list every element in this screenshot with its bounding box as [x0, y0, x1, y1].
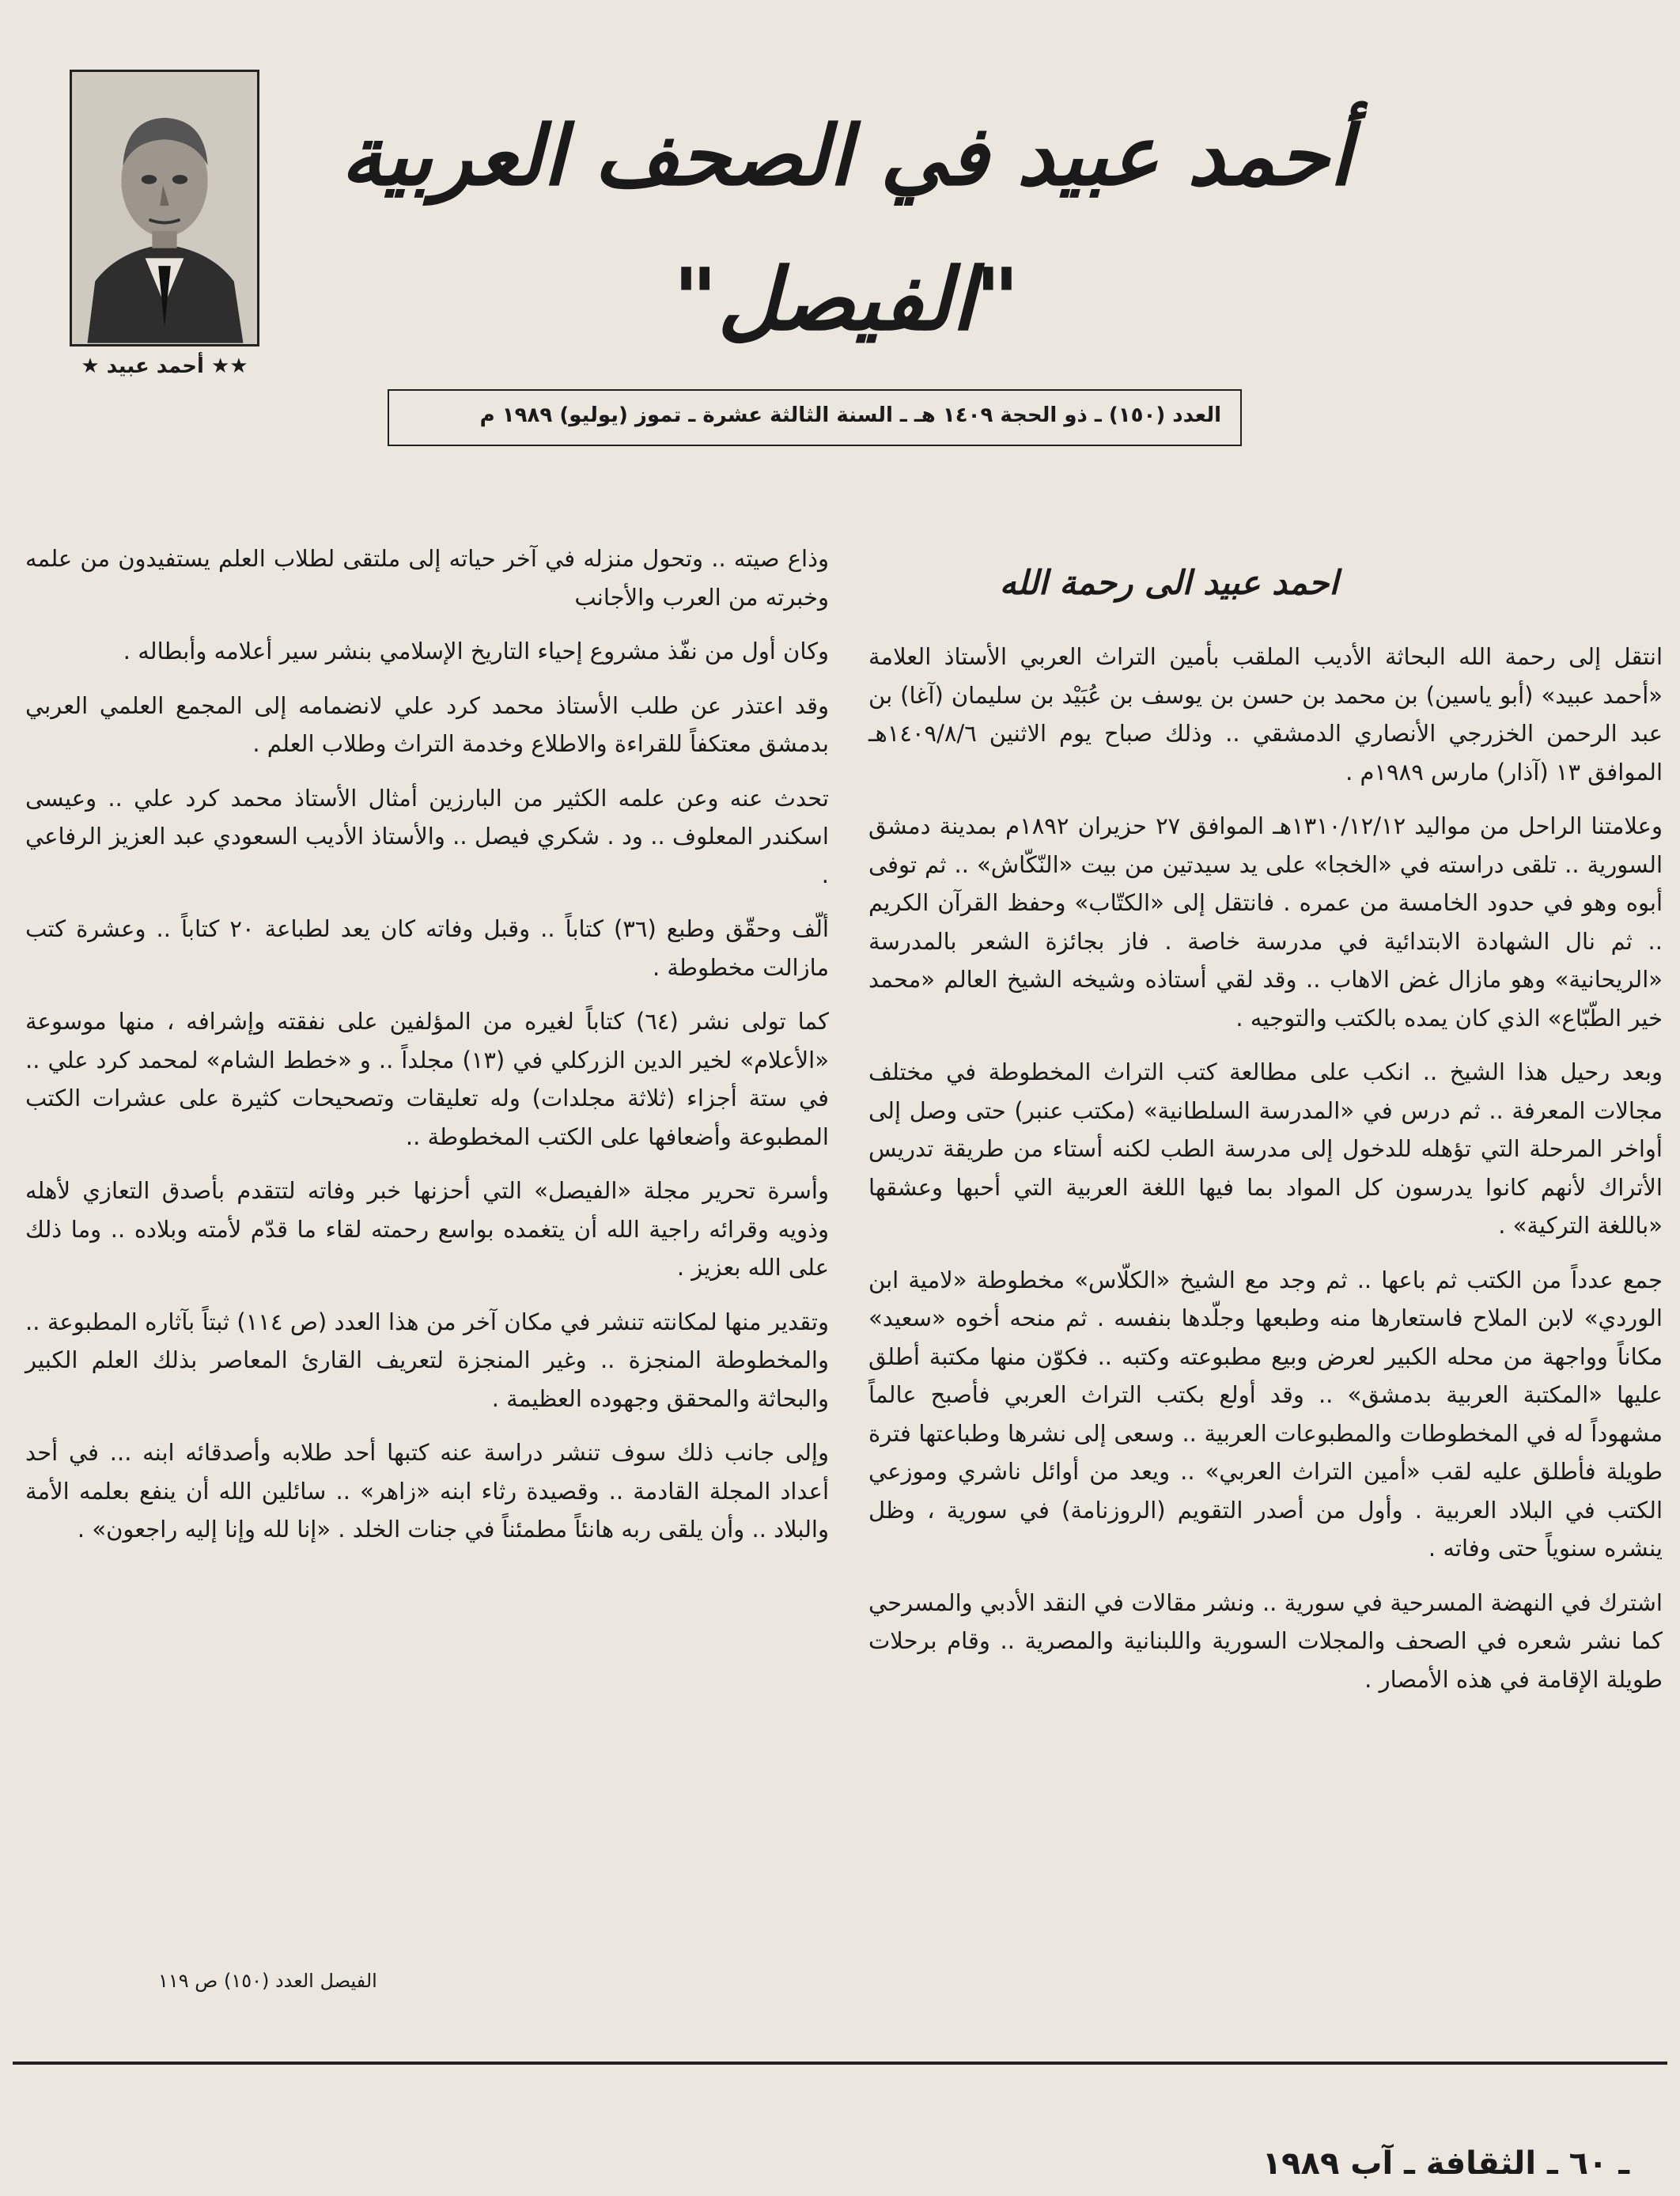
issue-line: العدد (١٥٠) ـ ذو الحجة ١٤٠٩ هـ ـ السنة الثالثة عشرة ـ تموز (يوليو) ١٩٨٩ م — [479, 403, 1221, 427]
headline: أحمد عبيد في الصحف العربية — [340, 107, 1353, 204]
paragraph: وعلامتنا الراحل من مواليد ١٣١٠/١٢/١٢هـ الموافق ٢٧ حزيران ١٨٩٢م بمدينة دمشق السورية .. تلقى دراسته في «الخجا» على يد سيدتين من بيت «النّكّاش» .. ثم توفى أبوه وهو في حدود الخامسة من عمره . فانتقل إلى «الكتّاب» وحفظ القرآن الكريم .. ثم نال الشهادة الابتدائية في مدرسة خاصة . فاز بجائزة الشعر بالمدرسة «الريحانية» وهو مازال غض الاهاب .. وقد لقي أستاذه وشيخه الشيخ العالم «محمد خير الطّبّاع» الذي كان يمده بالكتب والتوجيه . — [868, 812, 1663, 1032]
left-column — [25, 540, 829, 1565]
section-title: احمد عبيد الى رحمة الله — [999, 563, 1338, 602]
portrait-photo — [70, 70, 259, 346]
paragraph: وإلى جانب ذلك سوف تنشر دراسة عنه كتبها أحد طلابه وأصدقائه ابنه ... في أحد أعداد المجلة القادمة .. وقصيدة رثاء ابنه «زاهر» .. سائلين الله أن ينفع بعلمه الأمة والبلاد .. وأن يلقى ربه هانئاً مطمئناً في جنات الخلد . «إنا لله وإنا إليه راجعون» . — [25, 1439, 829, 1543]
right-column — [868, 638, 1663, 1714]
paragraph: كما تولى نشر (٦٤) كتاباً لغيره من المؤلفين على نفقته وإشرافه ، منها موسوعة «الأعلام» لخير الدين الزركلي في (١٣) مجلداً .. و «خطط الشام» لمحمد كرد علي .. في ستة أجزاء (ثلاثة مجلدات) وله تعليقات وتصحيحات كثيرة على عشرات الكتب المطبوعة وأضعافها على الكتب المخطوطة .. — [25, 1008, 829, 1150]
page-footer: ـ ٦٠ ـ الثقافة ـ آب ١٩٨٩ — [1262, 2145, 1629, 2182]
portrait-illustration — [72, 72, 257, 344]
paragraph: وتقدير منها لمكانته تنشر في مكان آخر من هذا العدد (ص ١١٤) ثبتاً بآثاره المطبوعة .. والمخطوطة المنجزة .. وغير المنجزة لتعريف القارئ المعاصر بذلك العلم الكبير والبحاثة والمحقق وجهوده العظيمة . — [25, 1308, 829, 1412]
paragraph: وقد اعتذر عن طلب الأستاذ محمد كرد علي لانضمامه إلى المجمع العلمي العربي بدمشق معتكفاً للقراءة والاطلاع وخدمة التراث وطلاب العلم . — [25, 691, 829, 757]
paragraph: تحدث عنه وعن علمه الكثير من البارزين أمثال الأستاذ محمد كرد علي .. وعيسى اسكندر المعلوف .. ود . شكري فيصل .. والأستاذ الأديب السعودي عبد العزيز الرفاعي . — [25, 784, 829, 888]
issue-info-box — [388, 389, 1242, 446]
paragraph: ألّف وحقّق وطبع (٣٦) كتاباً .. وقبل وفاته كان يعد لطباعة ٢٠ كتاباً .. وعشرة كتب مازالت مخطوطة . — [25, 915, 829, 981]
paragraph: وذاع صيته .. وتحول منزله في آخر حياته إلى ملتقى لطلاب العلم يستفيدون من علمه وخبرته من العرب والأجانب — [25, 545, 829, 611]
paragraph: وبعد رحيل هذا الشيخ .. انكب على مطالعة كتب التراث المخطوطة في مختلف مجالات المعرفة .. ثم درس في «المدرسة السلطانية» (مكتب عنبر) حتى وصل إلى أواخر المرحلة التي تؤهله للدخول إلى مدرسة الطب لكنه أستاء من طريقة تدريس الأتراك لأنهم كانوا يدرسون كل المواد بما فيها اللغة العربية التي أحبها وعشقها «باللغة التركية» . — [868, 1058, 1663, 1239]
photo-caption: ★★ أحمد عبيد ★ — [81, 354, 248, 378]
paragraph: جمع عدداً من الكتب ثم باعها .. ثم وجد مع الشيخ «الكلّاس» مخطوطة «لامية ابن الوردي» لابن الملاح فاستعارها منه وطبعها وجلّدها بنفسه . ثم منحه أخوه «سعيد» مكاناً وواجهة من محله الكبير لعرض وبيع مطبوعته وكتبه .. فكوّن منها مكتبة أطلق عليها «المكتبة العربية بدمشق» .. وقد أولع بكتب التراث العربي فأصبح عالماً مشهوداً له في المخطوطات والمطبوعات العربية .. وسعى إلى نشرها وطباعتها فترة طويلة فأطلق عليه لقب «أمين التراث العربي» .. ويعد من أوائل ناشري وموزعي الكتب في البلاد العربية . وأول من أصدر التقويم (الروزنامة) في سورية ، وظل ينشره سنوياً حتى وفاته . — [868, 1266, 1663, 1562]
footer-divider — [13, 2062, 1667, 2065]
paragraph: وأسرة تحرير مجلة «الفيصل» التي أحزنها خبر وفاته لتتقدم بأصدق التعازي لأهله وذويه وقرائه راجية الله أن يتغمده بواسع رحمته لقاء ما قدّم لأمته وبلاده .. وما ذلك على الله بعزيز . — [25, 1177, 829, 1281]
paragraph: انتقل إلى رحمة الله البحاثة الأديب الملقب بأمين التراث العربي الأستاذ العلامة «أحمد عبيد» (أبو ياسين) بن محمد بن حسن بن يوسف بن عُبَيْد بن سليمان (آغا) بن عبد الرحمن الخزرجي الأنصاري الدمشقي .. وذلك صباح يوم الاثنين ١٤٠٩/٨/٦هـ الموافق ١٣ (آذار) مارس ١٩٨٩م . — [868, 643, 1663, 786]
source-note: الفيصل العدد (١٥٠) ص ١١٩ — [158, 1970, 377, 1992]
paragraph: وكان أول من نفّذ مشروع إحياء التاريخ الإسلامي بنشر سير أعلامه وأبطاله . — [123, 638, 829, 664]
subhead: "الفيصل" — [672, 250, 1020, 350]
paragraph: اشترك في النهضة المسرحية في سورية .. ونشر مقالات في النقد الأدبي والمسرحي كما نشر شعره في الصحف والمجلات السورية واللبنانية والمصرية .. وقام برحلات طويلة الإقامة في هذه الأمصار . — [868, 1588, 1663, 1693]
